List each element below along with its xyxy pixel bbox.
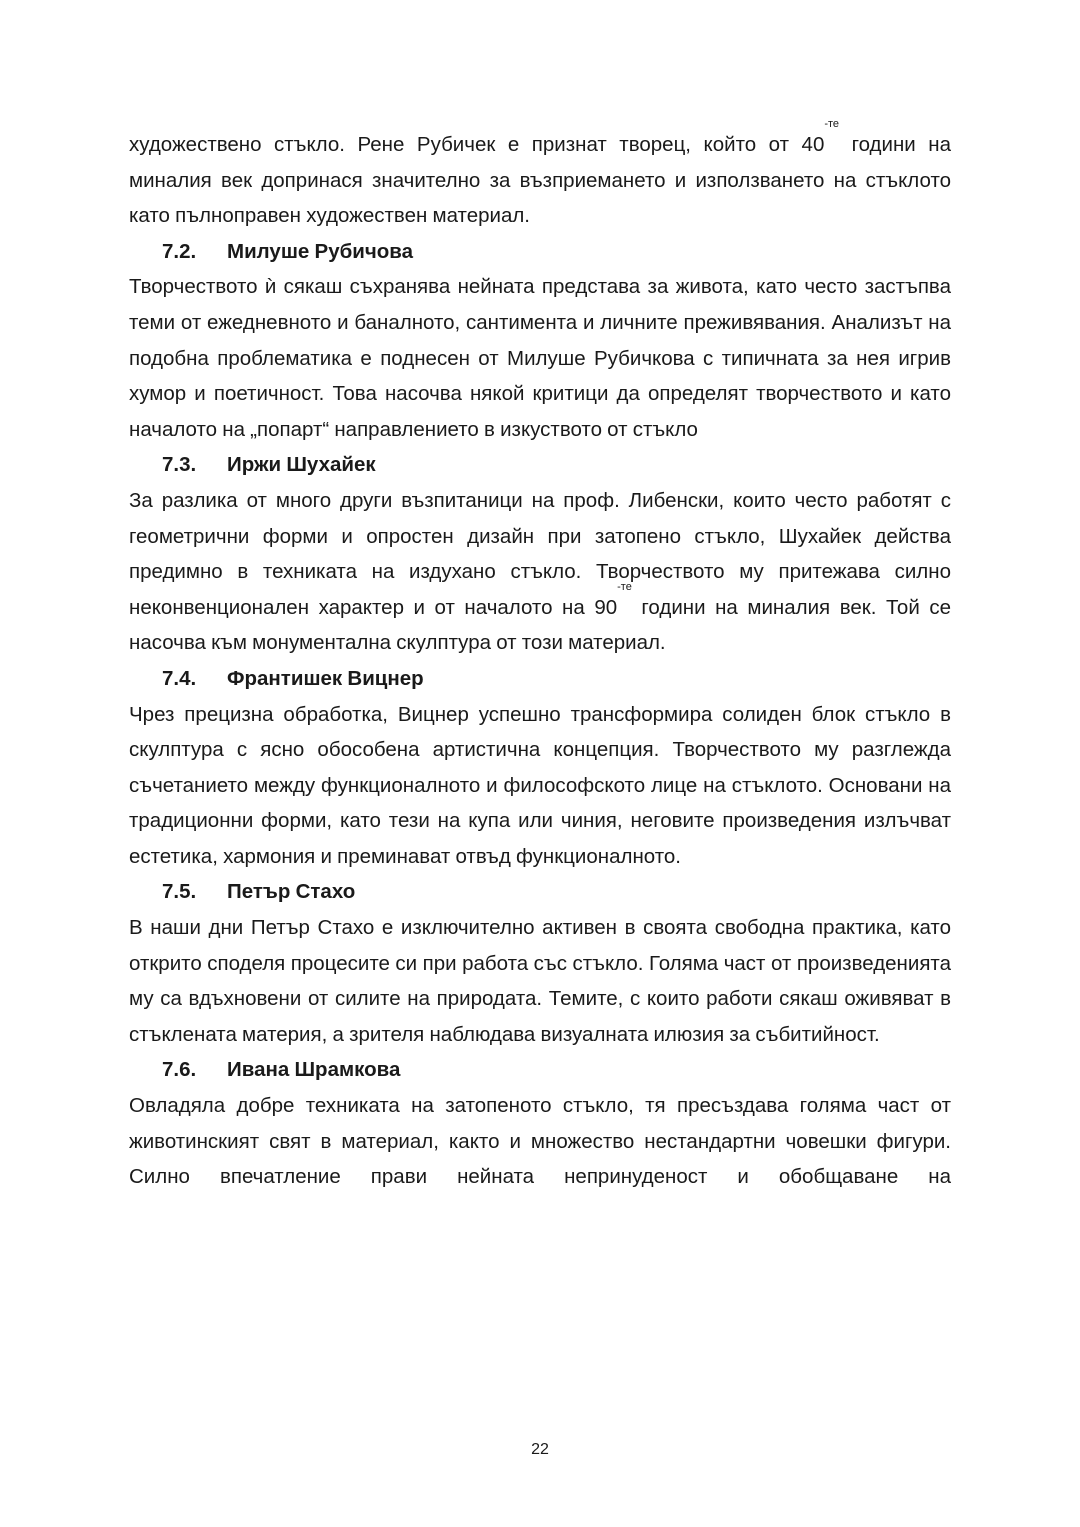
section-heading-7-3 (129, 447, 951, 483)
section-7-2-paragraph: Творчеството ѝ сякаш съхранява нейната представа за живота, като често застъпва теми от ежедневното и баналното, сантимента и личните преживявания. Анализът на подобна проблематика е поднесен от Милуше Рубичкова с типичната за нея игрив хумор и поетичност. Това насочва някой критици да определят творчеството и като началото на „попарт“ направлението в изкуството от стъкло (129, 275, 951, 441)
section-title: Франтишек Вицнер (227, 666, 424, 690)
section-number: 7.5. (162, 880, 197, 904)
page-content (129, 118, 951, 1195)
intro-text-part1: художествено стъкло. Рене Рубичек е признат творец, който от 40 (129, 133, 825, 156)
section-7-6-paragraph: Овладяла добре техниката на затопеното стъкло, тя пресъздава голяма част от животинският свят в материал, както и множество нестандартни човешки фигури. Силно впечатление прави нейната непринуденост и обобщаване на (129, 1094, 951, 1189)
intro-paragraph (129, 118, 951, 234)
section-number: 7.3. (162, 453, 197, 477)
section-number: 7.6. (162, 1058, 197, 1082)
section-title: Милуше Рубичова (227, 239, 414, 263)
section-7-3-text-part2: години на миналия век. Той се насочва към монументална скулптура от този материал. (129, 595, 951, 655)
section-title: Иржи Шухайек (227, 453, 376, 477)
section-7-5-paragraph: В наши дни Петър Стахо е изключително активен в своята свободна практика, като открито споделя процесите си при работа със стъкло. Голяма част от произведенията му са вдъхновени от силите на природата. Темите, с които работи сякаш оживяват в стъклената материя, а зрителя наблюдава визуалната илюзия за събитийност. (129, 916, 951, 1046)
section-heading-7-5 (129, 874, 951, 910)
section-7-4-paragraph: Чрез прецизна обработка, Вицнер успешно трансформира солиден блок стъкло в скулптура с ясно обособена артистична концепция. Творчеството му разглежда съчетанието между функционалното и философското лице на стъклото. Основани на традиционни форми, като тези на купа или чиния, неговите произведения излъчват естетика, хармония и преминават отвъд функционалното. (129, 702, 951, 868)
section-heading-7-6 (129, 1052, 951, 1088)
section-number: 7.4. (162, 666, 197, 690)
section-heading-7-2 (129, 234, 951, 270)
page-number: 22 (531, 1441, 549, 1458)
section-heading-7-4 (129, 661, 951, 697)
section-7-3-superscript: -те (617, 580, 632, 593)
section-title: Ивана Шрамкова (227, 1058, 401, 1082)
section-7-3-text-part1: За разлика от много други възпитаници на проф. Либенски, които често работят с геометрични форми и опростен дизайн при затопено стъкло, Шухайек действа предимно в техниката на издухано стъкло. Творчеството му притежава силно неконвенционален характер и от началото на 90 (129, 488, 951, 619)
section-number: 7.2. (162, 239, 197, 263)
intro-text-part2: години на миналия век допринася значително за възприемането и използването на стъклото като пълноправен художествен материал. (129, 133, 951, 228)
intro-superscript: -те (824, 118, 840, 130)
section-7-3-paragraph (129, 483, 951, 661)
section-title: Петър Стахо (227, 880, 356, 904)
